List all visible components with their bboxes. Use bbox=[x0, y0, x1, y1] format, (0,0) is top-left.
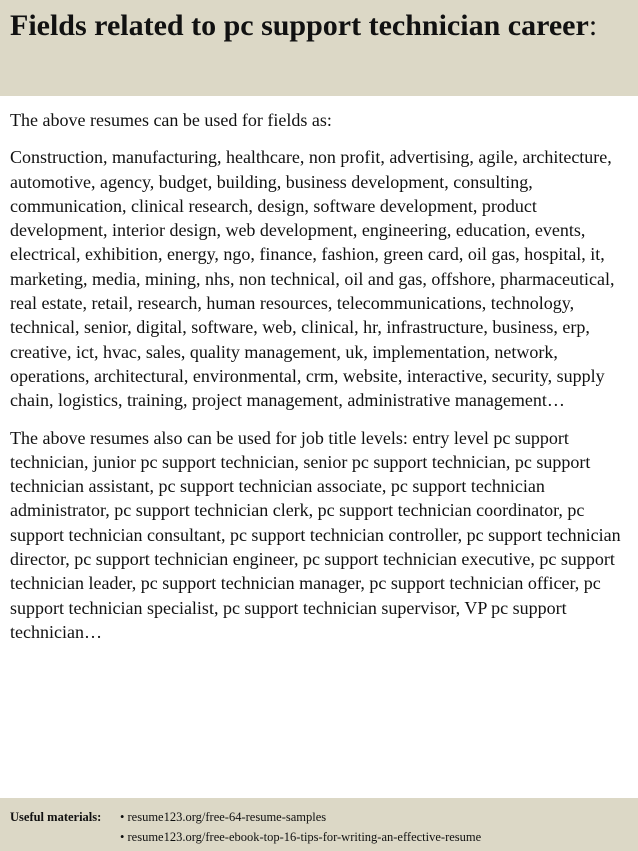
useful-materials-label-colon: : bbox=[97, 810, 102, 824]
job-levels-text: The above resumes also can be used for job title levels: entry level pc support technician, junior pc support technician, senior pc support technician, pc support technician assistant, pc support technician associate, pc support technician administrator, pc support technician clerk, pc support technician coordinator, pc support technician consultant, pc support technician controller, pc support technician director, pc support technician engineer, pc support technician executive, pc support technician leader, pc support technician manager, pc support technician officer, pc support technician specialist, pc support technician supervisor, VP pc support technician… bbox=[10, 427, 621, 642]
ebook-tips-link[interactable]: • resume123.org/free-ebook-top-16-tips-for-writing-an-effective-resume bbox=[120, 830, 482, 844]
page-title-text: Fields related to pc support technician career bbox=[10, 9, 589, 42]
footer-row-2 bbox=[10, 827, 638, 847]
main-content bbox=[10, 108, 632, 644]
footer-row-1 bbox=[10, 807, 638, 827]
header-banner bbox=[0, 0, 638, 96]
useful-materials-label bbox=[10, 807, 120, 827]
useful-materials-label-text: Useful materials bbox=[10, 810, 98, 824]
fields-list: Construction, manufacturing, healthcare, non profit, advertising, agile, architecture, automotive, agency, budget, building, business development, consulting, communication, clinical research, design, software development, product development, interior design, web development, engineering, education, events, electrical, exhibition, energy, ngo, finance, fashion, green card, oil gas, hospital, it, marketing, media, mining, nhs, non technical, oil and gas, offshore, pharmaceutical, real estate, retail, research, human resources, telecommunications, technology, technical, senior, digital, software, web, clinical, hr, infrastructure, business, erp, creative, ict, hvac, sales, quality management, uk, implementation, network, operations, architectural, environmental, crm, website, interactive, security, supply chain, logistics, training, project management, administrative management… bbox=[10, 147, 615, 411]
footer-banner bbox=[0, 798, 638, 851]
resume-samples-link[interactable]: • resume123.org/free-64-resume-samples bbox=[120, 810, 327, 824]
intro-text: The above resumes can be used for fields as: bbox=[10, 110, 332, 130]
page-title bbox=[10, 6, 628, 45]
page-title-colon: : bbox=[588, 9, 598, 42]
